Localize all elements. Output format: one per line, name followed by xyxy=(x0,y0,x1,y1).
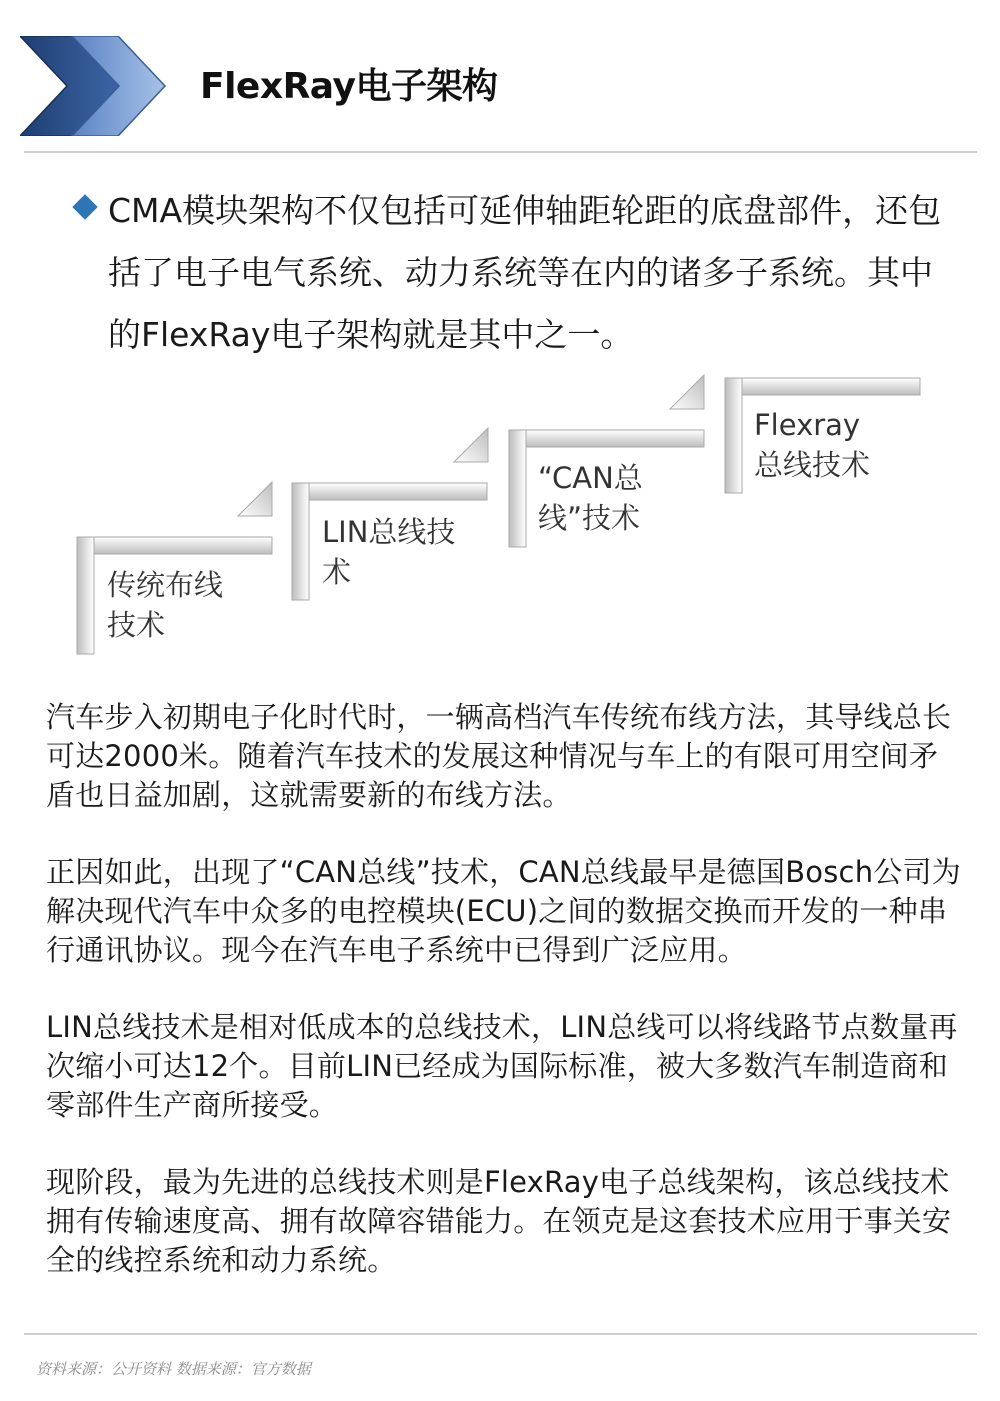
intro-text: CMA模块架构不仅包括可延伸轴距轮距的底盘部件，还包括了电子电气系统、动力系统等在内的诸多子系统。其中的FlexRay电子架构就是其中之一。 xyxy=(108,191,942,354)
step-label-3: “CAN总线”技术 xyxy=(538,461,643,535)
page-title: FlexRay电子架构 xyxy=(200,66,498,107)
step-label-1: 传统布线技术 xyxy=(107,568,224,642)
double-chevron-icon xyxy=(20,36,170,136)
step-label-4: Flexray总线技术 xyxy=(754,408,871,482)
diamond-bullet-icon xyxy=(72,194,97,219)
body-text xyxy=(46,698,966,1318)
paragraph-can: 正因如此，出现了“CAN总线”技术，CAN总线最早是德国Bosch公司为解决现代汽车中众多的电控模块(ECU)之间的数据交换而开发的一种串行通讯协议。现今在汽车电子系统中已得到广泛应用。 xyxy=(46,855,961,967)
paragraph-lin: LIN总线技术是相对低成本的总线技术，LIN总线可以将线路节点数量再次缩小可达12个。目前LIN已经成为国际标准，被大多数汽车制造商和零部件生产商所接受。 xyxy=(46,1010,958,1122)
step-label-2: LIN总线技术 xyxy=(322,515,456,589)
step-diagram xyxy=(60,370,940,670)
paragraph-flexray: 现阶段，最为先进的总线技术则是FlexRay电子总线架构，该总线技术拥有传输速度高、拥有故障容错能力。在领克是这套技术应用于事关安全的线控系统和动力系统。 xyxy=(46,1165,952,1277)
paragraph-wiring: 汽车步入初期电子化时代时，一辆高档汽车传统布线方法，其导线总长可达2000米。随着汽车技术的发展这种情况与车上的有限可用空间矛盾也日益加剧，这就需要新的布线方法。 xyxy=(46,700,952,812)
footer-divider xyxy=(24,1333,977,1335)
intro-bullet xyxy=(70,180,950,366)
header-divider xyxy=(24,151,977,153)
footer-source: 资料来源：公开资料 数据来源：官方数据 xyxy=(36,1360,311,1378)
